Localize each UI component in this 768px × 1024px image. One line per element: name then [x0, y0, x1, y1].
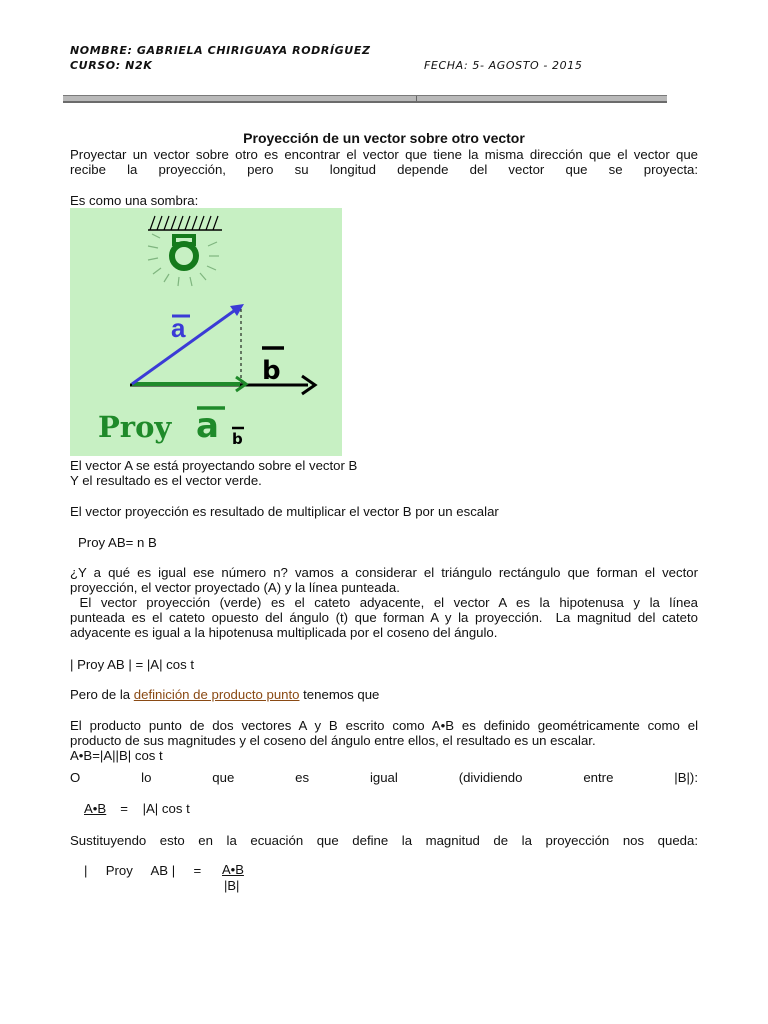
proy-b-label: b	[232, 430, 243, 448]
question-line-5: adyacente es igual a la hipotenusa multiplicada por el coseno del ángulo.	[70, 625, 498, 640]
course-label: CURSO: N2K	[70, 59, 153, 72]
dot-line-2: producto de sus magnitudes y el coseno del ángulo entre ellos, el resultado es un escalar.	[70, 733, 596, 748]
vector-a-label: a	[171, 313, 186, 343]
equation-1-numerator: A•B	[84, 801, 107, 816]
dot-line-1: El producto punto de dos vectores A y B escrito como A•B es definido geométricamente como el	[70, 718, 698, 733]
formula-magnitude: | Proy AB | = |A| cos t	[70, 657, 195, 672]
shadow-text: Es como una sombra:	[70, 193, 199, 208]
dividing-line: O lo que es igual (dividiendo entre |B|):	[70, 770, 698, 785]
header-rule	[63, 95, 667, 103]
equation-2-denominator: |B|	[224, 878, 240, 893]
equation-2-left: | Proy AB | =	[84, 863, 202, 878]
projection-diagram	[70, 208, 342, 456]
question-line-3: El vector proyección (verde) es el cateto adyacente, el vector A es la hipotenusa y la línea	[70, 595, 698, 610]
equation-1	[84, 801, 712, 816]
proy-label: Proy	[98, 410, 172, 444]
caption-line-2: Y el resultado es el vector verde.	[70, 473, 262, 488]
intro-line-2: recibe la proyección, pero su longitud depende del vector que se proyecta:	[70, 162, 698, 177]
caption-line-1: El vector A se está proyectando sobre el vector B	[70, 458, 358, 473]
projection-figure	[70, 208, 342, 456]
question-line-4: punteada es el cateto opuesto del ángulo (t) que forman A y la proyección. La magnitud del cateto	[70, 610, 698, 625]
definition-line	[70, 687, 698, 702]
equation-2-numerator: A•B	[222, 862, 244, 877]
proy-a-label: a	[196, 406, 219, 446]
scalar-text: El vector proyección es resultado de multiplicar el vector B por un escalar	[70, 504, 499, 519]
question-line-2: proyección, el vector proyectado (A) y la línea punteada.	[70, 580, 400, 595]
page-title: Proyección de un vector sobre otro vector	[243, 130, 525, 146]
question-line-1: ¿Y a qué es igual ese número n? vamos a considerar el triángulo rectángulo que forman el vector	[70, 565, 698, 580]
equation-1-rest: = |A| cos t	[120, 801, 190, 816]
dot-product-definition-link[interactable]: definición de producto punto	[133, 687, 300, 702]
substitution-text: Sustituyendo esto en la ecuación que define la magnitud de la proyección nos queda:	[70, 833, 698, 848]
student-name: NOMBRE: GABRIELA CHIRIGUAYA RODRÍGUEZ	[70, 44, 371, 57]
formula-proy: Proy AB= n B	[78, 535, 157, 550]
definition-prefix: Pero de la	[70, 687, 134, 702]
vector-b-label: b	[262, 356, 281, 386]
dot-formula: A•B=|A||B| cos t	[70, 748, 163, 763]
definition-suffix: tenemos que	[299, 687, 380, 702]
date-label: FECHA: 5- AGOSTO - 2015	[424, 59, 583, 72]
intro-line-1: Proyectar un vector sobre otro es encontrar el vector que tiene la misma dirección que el vector que	[70, 147, 698, 162]
